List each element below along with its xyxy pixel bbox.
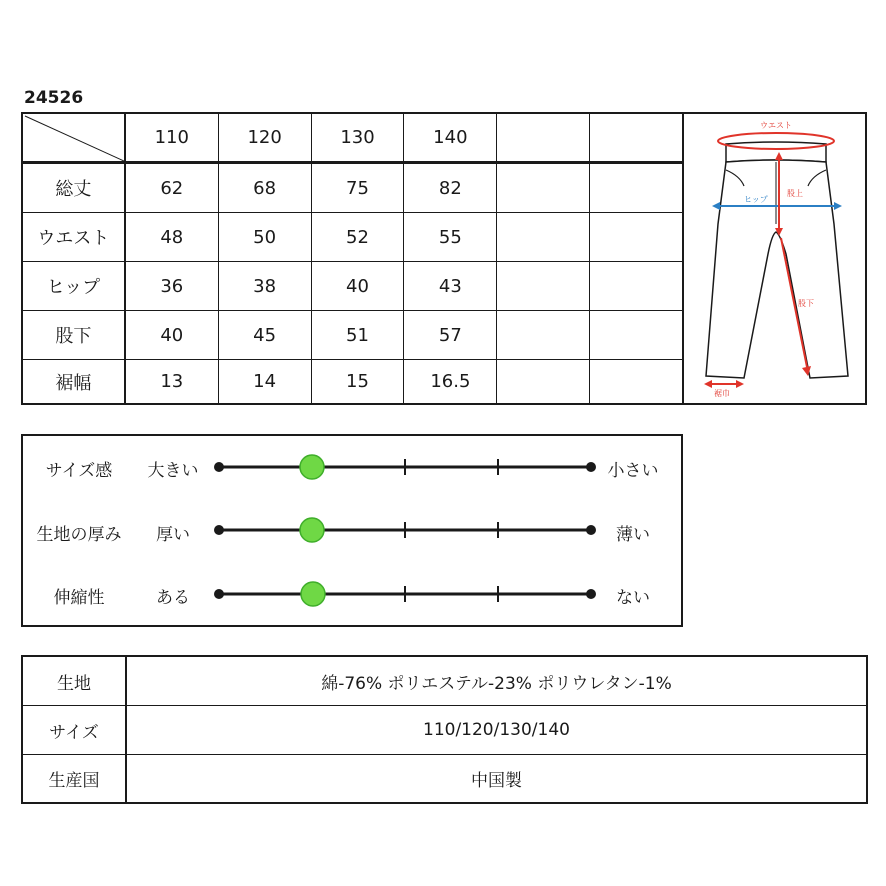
- spec-key: 生地: [23, 657, 127, 705]
- size-header: [590, 114, 683, 161]
- scale-marker: [300, 455, 324, 479]
- size-header: 130: [312, 114, 405, 161]
- feel-right: ない: [616, 588, 650, 608]
- spec-value: 綿-76% ポリエステル-23% ポリウレタン-1%: [321, 673, 672, 694]
- feel-label: 伸縮性: [53, 588, 105, 608]
- table-cell: 13: [126, 360, 219, 403]
- feel-right: 薄い: [616, 525, 650, 545]
- table-cell: 38: [219, 262, 312, 310]
- size-header: 120: [219, 114, 312, 161]
- size-header: 110: [126, 114, 219, 161]
- scale-slider: [203, 574, 603, 614]
- table-cell: [497, 213, 590, 261]
- corner-cell: [23, 114, 126, 161]
- diagonal-divider: [23, 114, 124, 161]
- table-cell: [590, 164, 683, 212]
- table-cell: 40: [312, 262, 405, 310]
- table-cell: 75: [312, 164, 405, 212]
- scale-marker: [301, 582, 325, 606]
- spec-key: 生産国: [23, 755, 127, 802]
- table-cell: 51: [312, 311, 405, 359]
- spec-table: [21, 655, 868, 804]
- row-label: ウエスト: [23, 213, 126, 261]
- spec-key: サイズ: [23, 706, 127, 754]
- table-cell: 55: [404, 213, 497, 261]
- table-cell: 40: [126, 311, 219, 359]
- label-hip: ヒップ: [744, 195, 768, 204]
- feel-left: 厚い: [156, 525, 190, 545]
- label-inseam: 股下: [798, 299, 814, 308]
- spec-value: 110/120/130/140: [423, 720, 570, 740]
- table-cell: 36: [126, 262, 219, 310]
- feel-left: ある: [156, 588, 190, 608]
- scale-marker: [300, 518, 324, 542]
- table-row: [23, 706, 866, 755]
- row-label: 股下: [23, 311, 126, 359]
- table-cell: 57: [404, 311, 497, 359]
- table-cell: [590, 311, 683, 359]
- label-rise: 股上: [787, 189, 803, 198]
- table-cell: [497, 164, 590, 212]
- feel-right: 小さい: [607, 461, 659, 481]
- scale-slider: [203, 447, 603, 487]
- label-waist: ウエスト: [760, 121, 792, 130]
- table-cell: [590, 213, 683, 261]
- pants-diagram: [683, 114, 866, 403]
- table-cell: 15: [312, 360, 405, 403]
- row-label: 総丈: [23, 164, 126, 212]
- label-hem: 裾巾: [714, 389, 730, 398]
- table-cell: 50: [219, 213, 312, 261]
- size-table: [21, 112, 867, 405]
- table-cell: 14: [219, 360, 312, 403]
- table-cell: 82: [404, 164, 497, 212]
- table-row: [23, 262, 683, 311]
- spec-value: 中国製: [471, 771, 522, 791]
- size-header-row: [23, 114, 683, 164]
- table-row: [23, 360, 683, 403]
- table-cell: 48: [126, 213, 219, 261]
- table-cell: 43: [404, 262, 497, 310]
- feel-left: 大きい: [147, 461, 199, 481]
- size-header: [497, 114, 590, 161]
- table-row: [23, 755, 866, 802]
- table-cell: [590, 262, 683, 310]
- table-row: [23, 657, 866, 706]
- table-cell: [497, 311, 590, 359]
- pants-illustration: [684, 114, 866, 403]
- feel-label: サイズ感: [45, 461, 113, 481]
- table-cell: [497, 360, 590, 403]
- row-label: 裾幅: [23, 360, 126, 403]
- table-cell: 16.5: [404, 360, 497, 403]
- table-cell: 52: [312, 213, 405, 261]
- scale-slider: [203, 510, 603, 550]
- table-row: [23, 164, 683, 213]
- product-code: 24526: [24, 88, 84, 108]
- row-label: ヒップ: [23, 262, 126, 310]
- size-header: 140: [404, 114, 497, 161]
- table-cell: 45: [219, 311, 312, 359]
- table-cell: 62: [126, 164, 219, 212]
- table-cell: [497, 262, 590, 310]
- table-cell: [590, 360, 683, 403]
- table-row: [23, 213, 683, 262]
- table-cell: 68: [219, 164, 312, 212]
- table-row: [23, 311, 683, 360]
- feel-scale: [21, 434, 683, 627]
- feel-label: 生地の厚み: [36, 525, 122, 545]
